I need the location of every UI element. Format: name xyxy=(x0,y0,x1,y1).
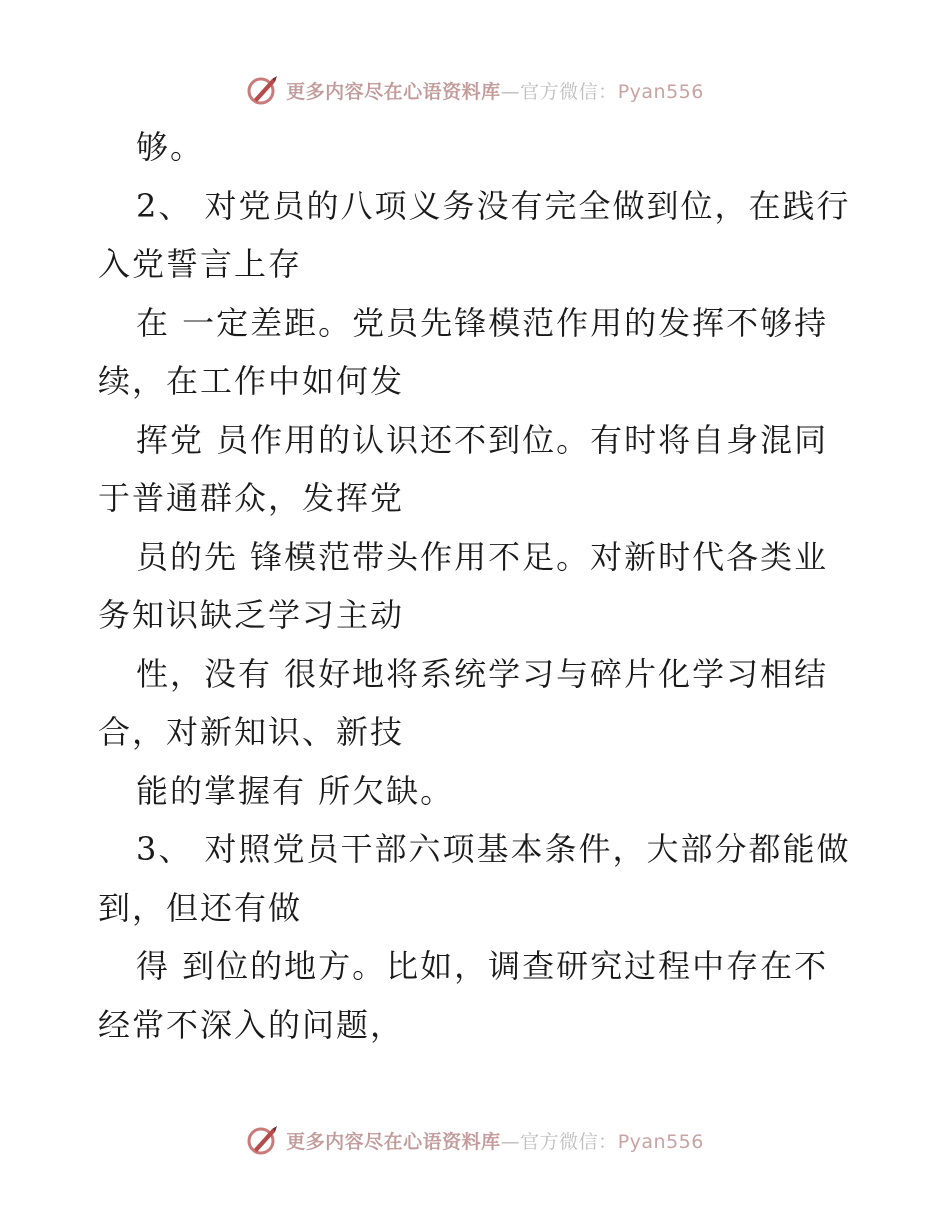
text-line: 合，对新知识、新技 xyxy=(98,713,405,751)
watermark-brand: 更多内容尽在心语资料库 xyxy=(286,1130,501,1153)
pen-logo-icon xyxy=(246,73,280,107)
pen-logo-icon xyxy=(246,1123,280,1157)
text-line: 入党誓言上存 xyxy=(98,245,303,283)
text-line: 够。 xyxy=(136,128,205,166)
footer-watermark xyxy=(0,1120,950,1160)
text-line: 性，没有 很好地将系统学习与碎片化学习相结 xyxy=(136,654,829,693)
watermark-separator: — xyxy=(500,1130,521,1153)
text-line: 得 到位的地方。比如，调查研究过程中存在不 xyxy=(136,947,829,985)
watermark-wechat-label: 官方微信： xyxy=(520,80,618,103)
watermark-wechat-id: Pyan556 xyxy=(617,1130,704,1153)
watermark-text xyxy=(286,1127,704,1154)
watermark-wechat-id: Pyan556 xyxy=(617,80,704,103)
watermark-wechat-label: 官方微信： xyxy=(520,1130,618,1153)
text-line: 于普通群众，发挥党 xyxy=(98,479,405,517)
text-line: 2、 对党员的八项义务没有完全做到位，在践行 xyxy=(136,186,851,225)
text-line: 经常不深入的问题， xyxy=(98,1005,405,1044)
watermark-text xyxy=(286,77,704,104)
header-watermark xyxy=(0,70,950,110)
text-line: 在 一定差距。党员先锋模范作用的发挥不够持 xyxy=(136,303,829,342)
text-line: 到，但还有做 xyxy=(98,888,303,927)
watermark-brand: 更多内容尽在心语资料库 xyxy=(286,80,501,103)
text-line: 能的掌握有 所欠缺。 xyxy=(136,771,455,810)
text-line: 员的先 锋模范带头作用不足。对新时代各类业 xyxy=(136,537,829,576)
text-line: 3、 对照党员干部六项基本条件，大部分都能做 xyxy=(136,830,851,868)
text-line: 续，在工作中如何发 xyxy=(98,362,405,400)
watermark-separator: — xyxy=(500,80,521,103)
text-line: 挥党 员作用的认识还不到位。有时将自身混同 xyxy=(136,420,829,459)
document-body xyxy=(98,118,878,1054)
text-line: 务知识缺乏学习主动 xyxy=(98,596,405,634)
